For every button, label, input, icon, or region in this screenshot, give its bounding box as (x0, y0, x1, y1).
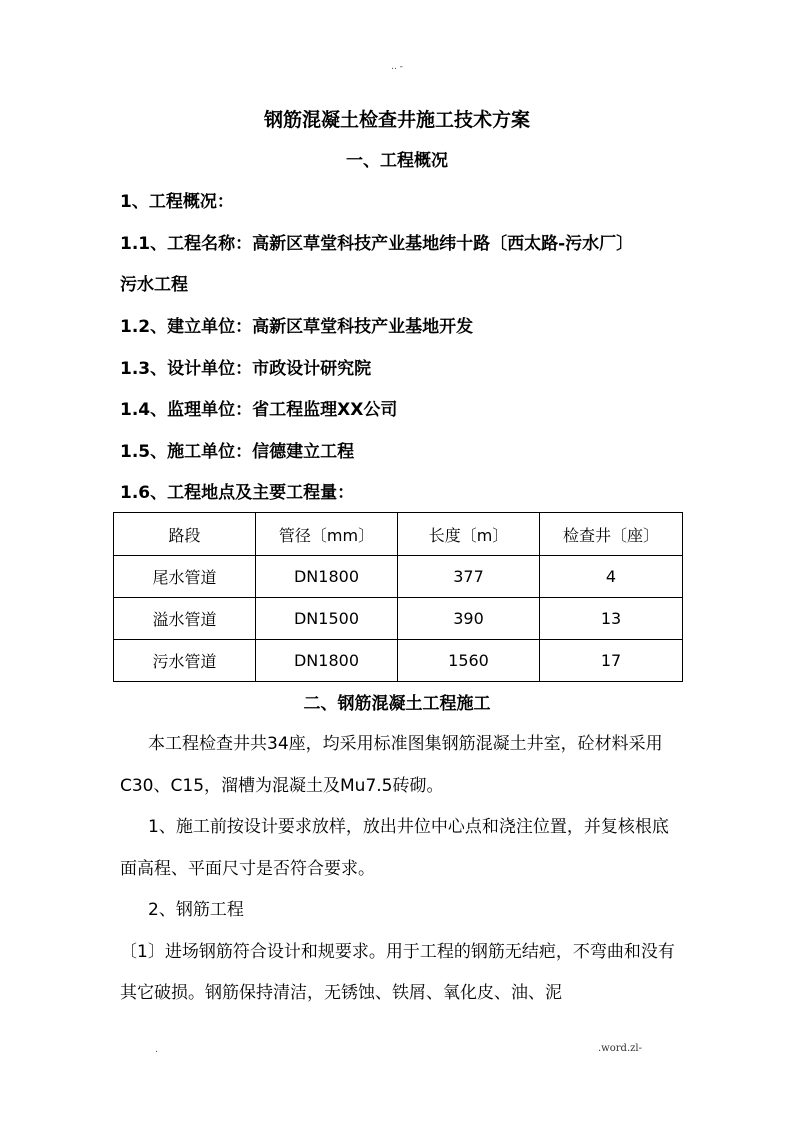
table-cell: 377 (398, 556, 540, 598)
table-header-cell: 管径〔mm〕 (256, 513, 398, 556)
table-cell: 1560 (398, 640, 540, 682)
table-row (114, 556, 683, 598)
table-header-cell: 路段 (114, 513, 256, 556)
section-1-title: 一、工程概况 (346, 151, 448, 171)
paragraph-rebar-requirements: 〔1〕进场钢筋符合设计和规要求。用于工程的钢筋无结疤，不弯曲和没有其它破损。钢筋保持清洁，无锈蚀、铁屑、氧化皮、油、泥 (120, 941, 675, 1003)
table-row (114, 640, 683, 682)
item-1-5: 1.5、施工单位：信德建立工程 (120, 442, 355, 462)
table-cell: DN1800 (256, 556, 398, 598)
table-cell: 污水管道 (114, 640, 256, 682)
table-cell: DN1500 (256, 598, 398, 640)
table-cell: 13 (540, 598, 683, 640)
item-1-6: 1.6、工程地点及主要工程量： (120, 483, 355, 503)
table-row (114, 598, 683, 640)
footer-left-mark: . (155, 1045, 158, 1055)
table-header-row (114, 513, 683, 556)
table-cell: DN1800 (256, 640, 398, 682)
section-2-title: 二、钢筋混凝土工程施工 (303, 694, 491, 714)
table-cell: 溢水管道 (114, 598, 256, 640)
paragraph-layout-step: 1、施工前按设计要求放样，放出井位中心点和浇注位置，并复核根底面高程、平面尺寸是否符合要求。 (120, 817, 669, 879)
footer-right-mark: .word.zl- (598, 1043, 642, 1054)
item-1-1-line1: 1.1、工程名称：高新区草堂科技产业基地纬十路〔西太路-污水厂〕 (120, 234, 634, 254)
item-1-2: 1.2、建立单位：高新区草堂科技产业基地开发 (120, 317, 474, 337)
paragraph-concrete-summary: 本工程检查井共34座，均采用标准图集钢筋混凝土井室，砼材料采用C30、C15，溜槽为混凝土及Mu7.5砖砌。 (120, 734, 663, 796)
document-title: 钢筋混凝土检查井施工技术方案 (263, 109, 530, 131)
table-header-cell: 检查井〔座〕 (540, 513, 683, 556)
quantities-table (113, 512, 683, 682)
item-1-4: 1.4、监理单位：省工程监理XX公司 (120, 400, 398, 420)
header-mark: .. - (391, 62, 403, 72)
body-text (120, 724, 682, 1015)
table-cell: 4 (540, 556, 683, 598)
overview-heading: 1、工程概况： (120, 192, 234, 212)
table-cell: 尾水管道 (114, 556, 256, 598)
table-cell: 390 (398, 598, 540, 640)
item-1-1-line2: 污水工程 (120, 275, 188, 295)
table-cell: 17 (540, 640, 683, 682)
item-1-3: 1.3、设计单位：市政设计研究院 (120, 359, 372, 379)
paragraph-rebar-heading: 2、钢筋工程 (148, 900, 244, 920)
table-header-cell: 长度〔m〕 (398, 513, 540, 556)
